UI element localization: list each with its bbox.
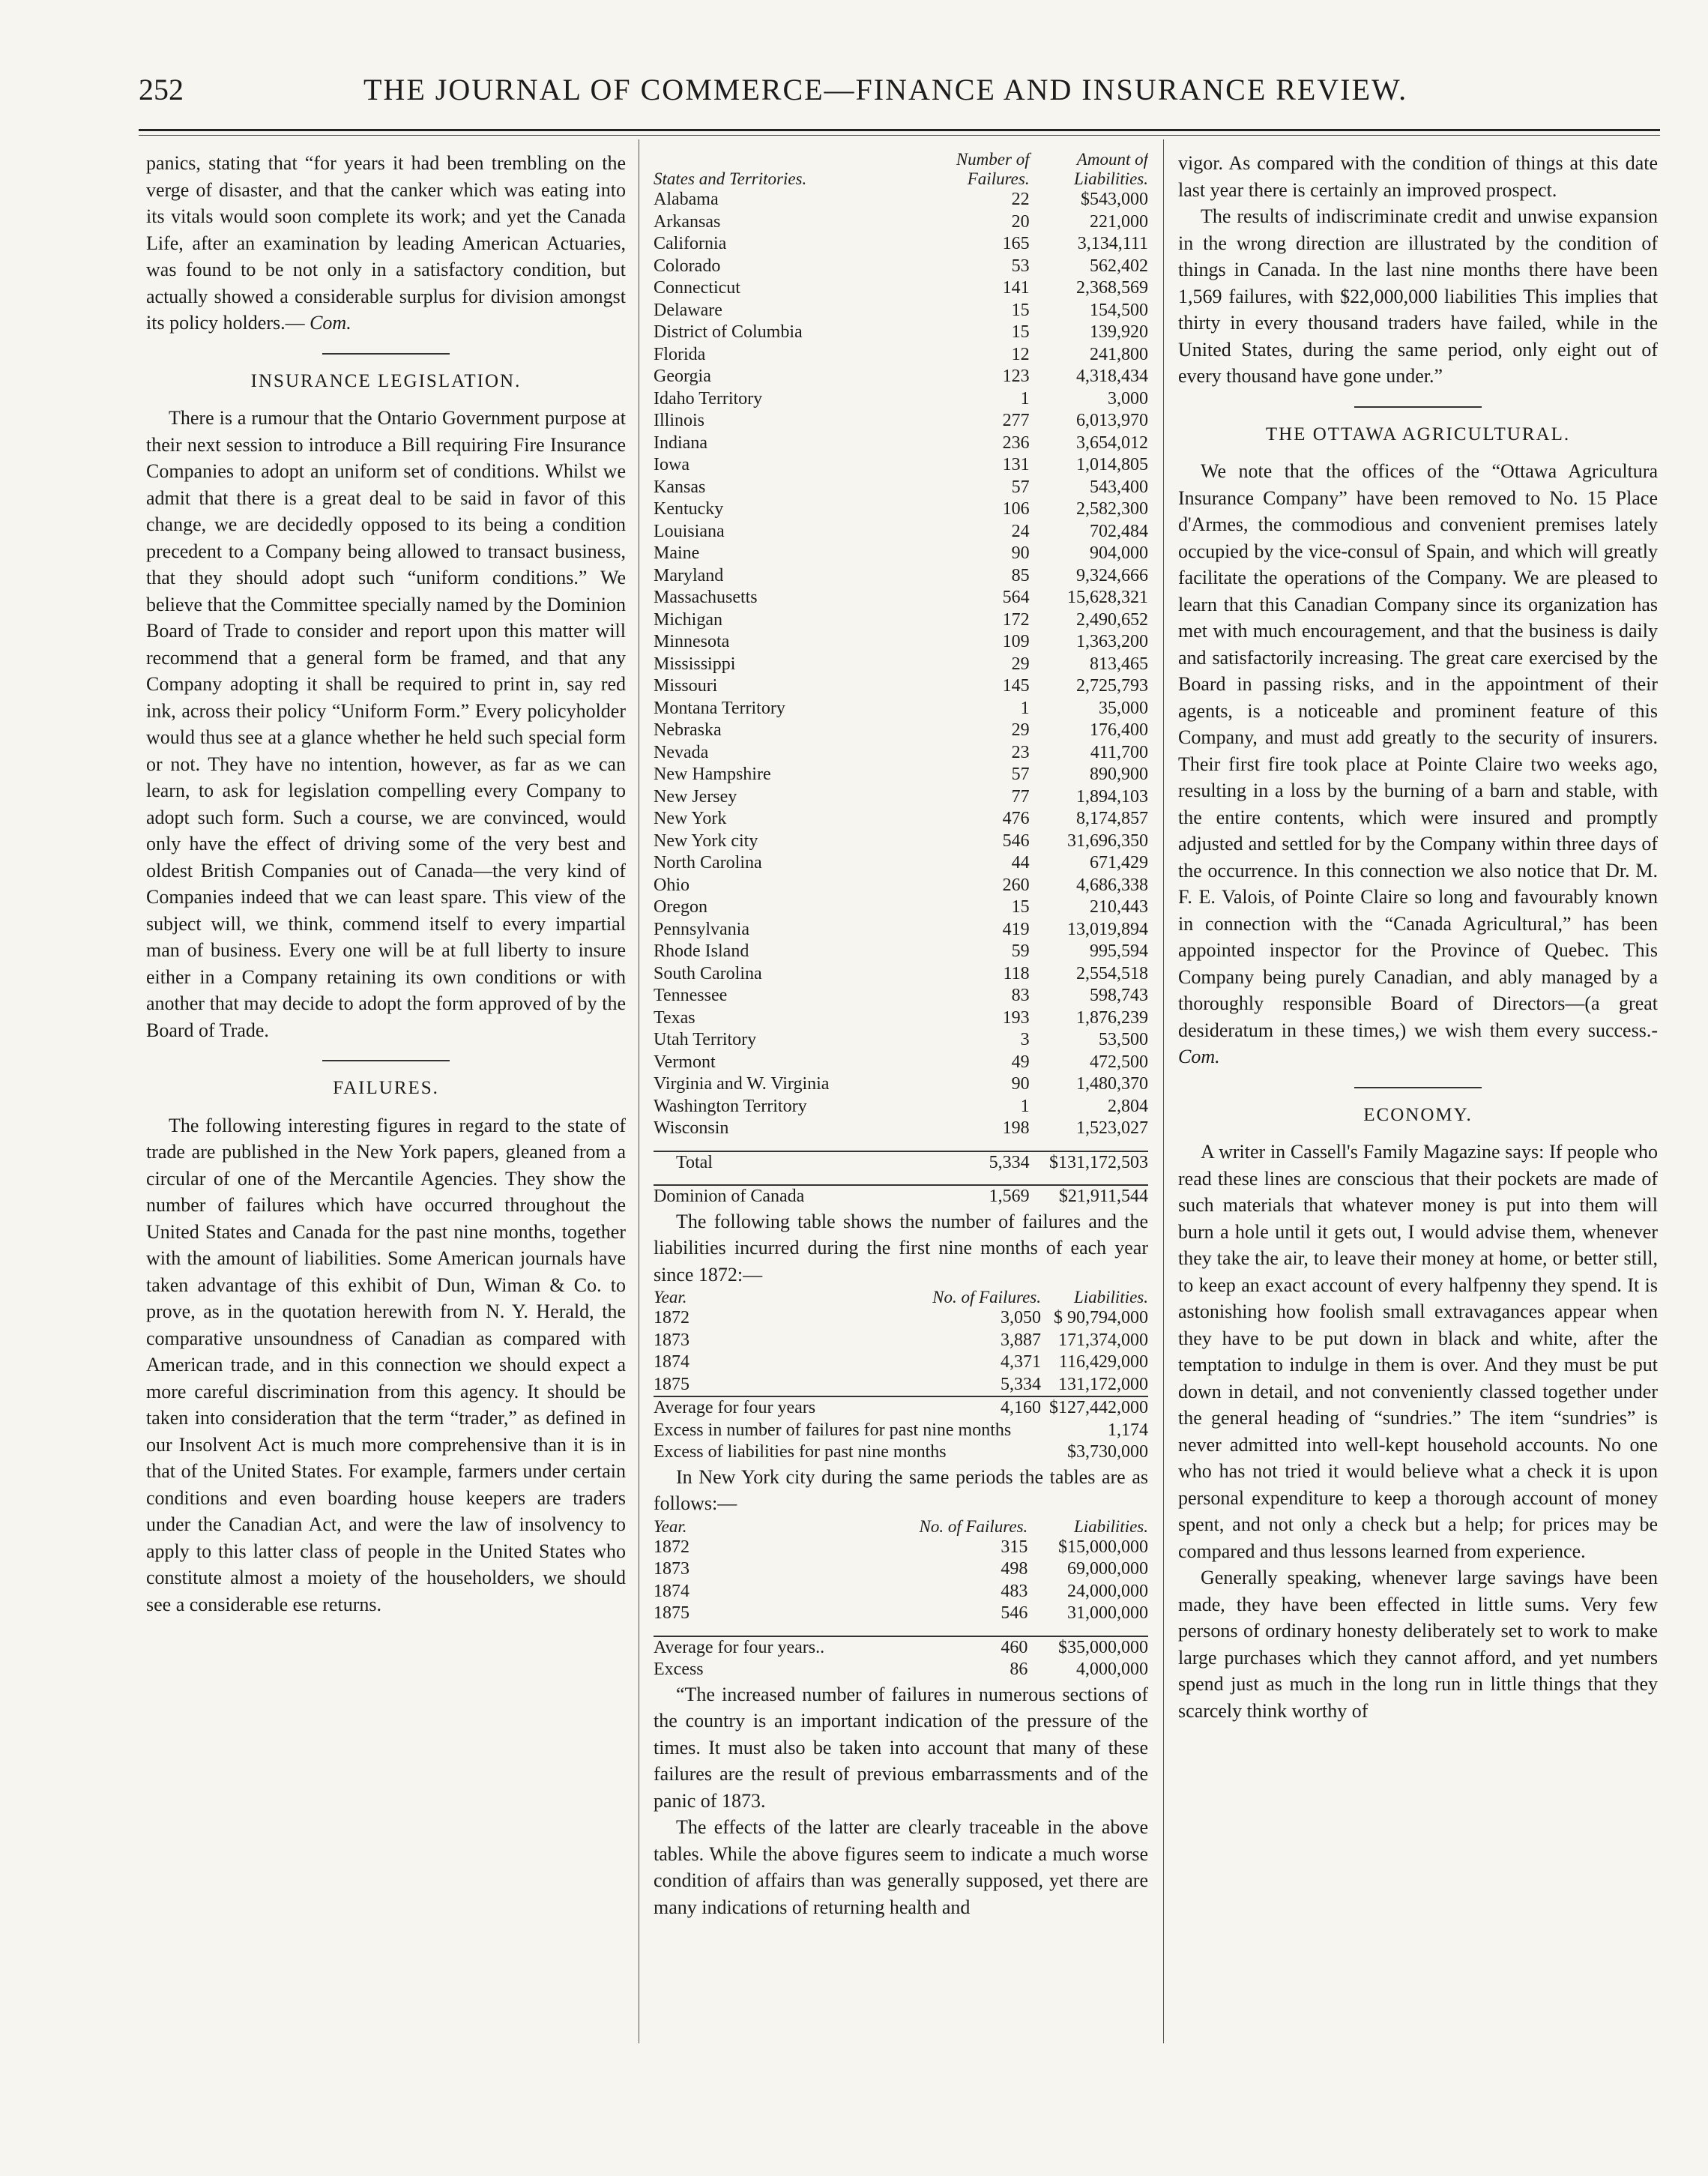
row-value: 498 xyxy=(1001,1559,1028,1579)
row-value: 176,400 xyxy=(1090,720,1148,740)
table-row xyxy=(654,875,1148,897)
row-label: North Carolina xyxy=(654,853,762,872)
table-row xyxy=(654,764,1148,786)
row-value: 44 xyxy=(1011,853,1030,872)
row-label: 1873 xyxy=(654,1559,689,1579)
row-value: 2,368,569 xyxy=(1076,278,1148,298)
row-value: 2,490,652 xyxy=(1076,609,1148,630)
article-text: vigor. As compared with the condition of things at this date last year there is certainly an improved prospect. xyxy=(1178,152,1658,201)
row-value: 141 xyxy=(1002,278,1030,298)
table-row xyxy=(654,919,1148,941)
row-value: 260 xyxy=(1002,875,1030,895)
row-label: 1874 xyxy=(654,1581,689,1601)
row-value: $543,000 xyxy=(1081,190,1148,209)
row-value: 419 xyxy=(1002,919,1030,939)
table-row xyxy=(654,1052,1148,1074)
row-value: 8,174,857 xyxy=(1076,809,1148,828)
row-value: 3,000 xyxy=(1108,388,1148,409)
row-value: 598,743 xyxy=(1090,986,1148,1005)
section-rule xyxy=(1354,1087,1482,1088)
article-text: Generally speaking, whenever large savings have been made, they have been effected in little sums. Very few persons of ordinary honesty deliberately set to work to make large purchases which they cannot afford, and yet numbers spend just as much in the long run in little things that they scarcely think worthy of xyxy=(1178,1567,1658,1722)
table-row xyxy=(654,985,1148,1007)
table-row xyxy=(654,1351,1148,1374)
table-row xyxy=(654,1581,1148,1603)
row-label: 1875 xyxy=(654,1603,689,1623)
row-value: 53,500 xyxy=(1099,1030,1148,1049)
row-label: Washington Territory xyxy=(654,1096,807,1116)
row-value: 6,013,970 xyxy=(1076,411,1148,430)
row-value: 3 xyxy=(1020,1030,1030,1049)
nyc-average-row: Average for four years.. 460 $35,000,000 xyxy=(654,1636,1148,1660)
row-value: 3,654,012 xyxy=(1076,433,1148,453)
row-value: 9,324,666 xyxy=(1076,565,1148,585)
nyc-failures-table xyxy=(654,1517,1148,1681)
table-row xyxy=(654,300,1148,322)
nyc-excess-row: Excess 86 4,000,000 xyxy=(654,1660,1148,1679)
header-rule-thin xyxy=(139,135,1660,136)
row-value: 22 xyxy=(1011,190,1030,209)
row-label: Virginia and W. Virginia xyxy=(654,1074,830,1094)
excess-liabilities-row: Excess of liabilities for past nine months $3,730,000 xyxy=(654,1442,1148,1462)
row-label: 1872 xyxy=(654,1537,689,1557)
table-row xyxy=(654,477,1148,499)
table-row xyxy=(654,1118,1148,1140)
table-row xyxy=(654,786,1148,809)
table-row xyxy=(654,852,1148,875)
row-value: 23 xyxy=(1011,742,1030,762)
table-row xyxy=(654,1558,1148,1581)
row-value: 90 xyxy=(1011,543,1030,563)
article-text: A writer in Cassell's Family Magazine says: If people who read these lines are conscious that their pockets are made of such materials that whatever money is put into them will burn a hole until it gets out, I would advise them, whenever they take the air, to leave their money at home, or better still, to keep an exact account of every halfpenny they spend. It is astonishing how foolish small extravagances appear when they have to be put down in black and white, after the temptation to indulge in them is over. And they must be put down in detail, and not conveniently classed together under the general heading of “sundries.” The item “sundries” is never admitted into well-kept household accounts. No one who has not tried it would believe what a check it is upon personal expenditure to keep a thorough account of money spent, and not only a check but a help; for prices may be compared and thus lessons learned from experience. xyxy=(1178,1141,1658,1562)
table-row xyxy=(654,454,1148,477)
row-label: New York city xyxy=(654,831,758,851)
row-value: 995,594 xyxy=(1090,941,1148,961)
row-label: District of Columbia xyxy=(654,322,803,342)
table-row xyxy=(654,941,1148,963)
row-value: 3,134,111 xyxy=(1077,234,1148,253)
row-label: Tennessee xyxy=(654,986,728,1005)
row-value: 29 xyxy=(1011,720,1030,740)
row-label: Nevada xyxy=(654,742,709,762)
row-label: Missouri xyxy=(654,676,718,696)
row-label: Massachusetts xyxy=(654,588,758,607)
col-header-failures: No. of Failures. xyxy=(932,1288,1041,1306)
table-row xyxy=(654,654,1148,676)
row-label: Illinois xyxy=(654,411,705,430)
row-label: Colorado xyxy=(654,256,721,276)
row-value: 118 xyxy=(1003,963,1030,983)
article-text: There is a rumour that the Ontario Government purpose at their next session to introduce a Bill requiring Fire Insurance Companies to adopt an uniform set of conditions. Whilst we admit that there is a great deal to be said in favor of this change, we are decidedly opposed to its being a condition precedent to a Company being allowed to transact business, that they should adopt such “uniform conditions.” We believe that the Committee specially named by the Dominion Board of Trade to consider and report upon this matter will recommend that a general form be framed, and that any Company adopting it shall be required to print in, say red ink, across their policy “Uniform Form.” Every policyholder would thus see at a glance whether he held such special form or not. They have no intention, however, as far as we can learn, to ask for legislation compelling every Company to adopt such form. Such a course, we are convinced, would only have the effect of driving some of the very best and oldest British Companies out of Canada—the very kind of Companies indeed that we can least spare. This view of the subject will, we think, commend itself to every impartial man of business. Every one will be at full liberty to insure either in a Company retaining its own conditions or with another that may decide to adopt the form approved of by the Board of Trade. xyxy=(146,407,626,1041)
row-value: $15,000,000 xyxy=(1058,1537,1148,1557)
row-value: 53 xyxy=(1011,256,1030,276)
row-value: 24,000,000 xyxy=(1067,1581,1148,1601)
excess-failures-row: Excess in number of failures for past nine months 1,174 xyxy=(654,1420,1148,1440)
table-row xyxy=(654,1073,1148,1096)
row-value: 277 xyxy=(1002,411,1030,430)
table-row xyxy=(654,344,1148,367)
row-label: Oregon xyxy=(654,897,707,917)
row-label: Rhode Island xyxy=(654,941,749,961)
row-value: 29 xyxy=(1011,654,1030,674)
row-label: Mississippi xyxy=(654,654,736,674)
table-row xyxy=(654,1603,1148,1625)
section-heading: FAILURES. xyxy=(333,1078,439,1098)
section-heading: ECONOMY. xyxy=(1363,1104,1473,1125)
table-row xyxy=(654,808,1148,831)
row-value: 813,465 xyxy=(1090,654,1148,674)
row-value: 139,920 xyxy=(1090,322,1148,342)
row-value: 85 xyxy=(1011,565,1030,585)
table-row xyxy=(654,410,1148,433)
row-value: 411,700 xyxy=(1090,742,1148,762)
row-value: 35,000 xyxy=(1099,698,1148,718)
table-row xyxy=(654,1374,1148,1397)
row-value: 476 xyxy=(1002,809,1030,828)
row-value: 4,318,434 xyxy=(1076,367,1148,386)
row-value: $ 90,794,000 xyxy=(1054,1308,1148,1327)
row-value: 1 xyxy=(1020,698,1030,718)
row-label: Wisconsin xyxy=(654,1118,729,1138)
row-label: New Hampshire xyxy=(654,765,771,784)
row-value: 198 xyxy=(1002,1118,1030,1138)
row-label: Louisiana xyxy=(654,521,725,541)
left-column xyxy=(146,150,626,2039)
row-label: Texas xyxy=(654,1007,695,1028)
table-row xyxy=(654,631,1148,654)
table-row xyxy=(654,675,1148,698)
table-row xyxy=(654,322,1148,344)
column-rule xyxy=(1163,139,1164,2043)
table-row xyxy=(654,189,1148,211)
row-value: 3,050 xyxy=(1000,1308,1041,1327)
row-value: 165 xyxy=(1002,234,1030,253)
row-label: 1873 xyxy=(654,1330,689,1350)
row-value: 4,686,338 xyxy=(1076,875,1148,895)
row-value: 2,804 xyxy=(1108,1096,1148,1116)
row-value: 69,000,000 xyxy=(1067,1559,1148,1579)
article-text: The following table shows the number of failures and the liabilities incurred during the first nine months of each year since 1872:— xyxy=(654,1210,1148,1286)
row-value: 2,554,518 xyxy=(1076,963,1148,983)
row-label: Georgia xyxy=(654,367,711,386)
table-row xyxy=(654,433,1148,455)
row-value: 890,900 xyxy=(1090,765,1148,784)
row-label: Connecticut xyxy=(654,278,740,298)
row-value: 702,484 xyxy=(1090,521,1148,541)
table-row xyxy=(654,1096,1148,1118)
article-text: We note that the offices of the “Ottawa Agricultura Insurance Company” have been removed to No. 15 Place d'Armes, the commodious and convenient premises lately occupied by the vice-consul of Spain, and which will greatly facilitate the operations of the Company. We are pleased to learn that this Canadian Company since its organization has met with much encouragement, and that the business is daily and satisfactorily increasing. The great care exercised by the Board in passing risks, and in the appointment of their agents, is a noticeable and prominent feature of this Company, and must add greatly to the security of insurers. Their first fire took place at Pointe Claire two weeks ago, resulting in a loss by the burning of a barn and stable, with the entire contents, which were insured and promptly adjusted and settled for by the Company within three days of the occurrence. In this connection we also notice that Dr. M. F. E. Valois, of Pointe Claire so long and favourably known in connection with the “Canada Agricultural,” has been appointed inspector for the Province of Quebec. This Company being purely Canadian, and ably managed by a thoroughly responsible Board of Directors—(a great desideratum in these times,) we wish them every success.-Com. xyxy=(1178,460,1658,1067)
row-label: Montana Territory xyxy=(654,698,785,718)
table-row xyxy=(654,256,1148,278)
row-value: 4,371 xyxy=(1000,1352,1041,1372)
row-value: 171,374,000 xyxy=(1058,1330,1148,1350)
col-header-year: Year. xyxy=(654,1288,687,1306)
row-value: 1,363,200 xyxy=(1076,632,1148,651)
section-heading: THE OTTAWA AGRICULTURAL. xyxy=(1265,424,1571,444)
row-value: 193 xyxy=(1002,1007,1030,1028)
table-row xyxy=(654,366,1148,388)
table-row xyxy=(654,831,1148,853)
row-value: 1,480,370 xyxy=(1076,1074,1148,1094)
row-value: 13,019,894 xyxy=(1067,919,1148,939)
row-label: Delaware xyxy=(654,300,722,320)
row-label: 1872 xyxy=(654,1308,689,1327)
row-label: Kentucky xyxy=(654,499,724,519)
section-rule xyxy=(322,353,450,355)
row-label: Idaho Territory xyxy=(654,388,763,409)
table-row xyxy=(654,565,1148,588)
row-value: 1,014,805 xyxy=(1076,455,1148,474)
section-rule xyxy=(1354,406,1482,408)
table-row xyxy=(654,498,1148,521)
section-heading: INSURANCE LEGISLATION. xyxy=(250,370,522,391)
yearly-failures-table xyxy=(654,1288,1148,1464)
row-value: 123 xyxy=(1002,367,1030,386)
row-value: 57 xyxy=(1011,765,1030,784)
article-text: “The increased number of failures in numerous sections of the country is an important indication of the pressure of the times. It must also be taken into account that many of these failures are the result of previous embarrassments and of the panic of 1873. xyxy=(654,1683,1148,1812)
row-value: 106 xyxy=(1002,499,1030,519)
table-row xyxy=(654,1330,1148,1352)
row-value: 109 xyxy=(1002,632,1030,651)
table-row xyxy=(654,1537,1148,1559)
row-value: 5,334 xyxy=(1000,1374,1041,1394)
article-text: The effects of the latter are clearly traceable in the above tables. While the above figures seem to indicate a much worse condition of affairs than was generally supposed, yet there are many indications of returning health and xyxy=(654,1816,1148,1918)
row-label: Maine xyxy=(654,543,700,563)
row-label: Utah Territory xyxy=(654,1030,757,1049)
col-header-state: States and Territories. xyxy=(654,169,807,188)
row-value: 241,800 xyxy=(1090,344,1148,364)
average-row: Average for four years 4,160 $127,442,000 xyxy=(654,1396,1148,1420)
section-rule xyxy=(322,1060,450,1061)
row-value: 2,725,793 xyxy=(1076,676,1148,696)
row-label: Vermont xyxy=(654,1052,716,1072)
col-header-failures: Number of Failures. xyxy=(956,150,1030,188)
row-label: Ohio xyxy=(654,875,689,895)
row-value: 31,000,000 xyxy=(1067,1603,1148,1623)
table-row xyxy=(654,521,1148,543)
col-header-liabilities: Liabilities. xyxy=(1073,1516,1148,1536)
row-label: Iowa xyxy=(654,455,689,474)
row-label: Nebraska xyxy=(654,720,722,740)
row-value: 1,876,239 xyxy=(1076,1007,1148,1028)
row-value: 15 xyxy=(1011,322,1030,342)
total-row: Total 5,334 $131,172,503 xyxy=(654,1151,1148,1175)
row-value: 90 xyxy=(1011,1074,1030,1094)
row-value: 131 xyxy=(1002,455,1030,474)
table-row xyxy=(654,1307,1148,1330)
row-value: 59 xyxy=(1011,941,1030,961)
row-label: Kansas xyxy=(654,477,706,497)
row-label: Michigan xyxy=(654,609,722,630)
row-label: Maryland xyxy=(654,565,724,585)
article-text: panics, stating that “for years it had been trembling on the verge of disaster, and that the canker which was eating into its vitals would soon complete its work; and yet the Canada Life, after an examination by leading American Actuaries, was found to be not only in a satisfactory condition, but actually showed a considerable surplus for division amongst its policy holders.— Com. xyxy=(146,152,626,334)
row-value: 15 xyxy=(1011,897,1030,917)
page-header xyxy=(139,72,1660,120)
row-value: 57 xyxy=(1011,477,1030,497)
table-row xyxy=(654,587,1148,609)
row-value: 1,523,027 xyxy=(1076,1118,1148,1138)
row-value: 24 xyxy=(1011,521,1030,541)
table-row xyxy=(654,742,1148,765)
row-value: 315 xyxy=(1001,1537,1028,1557)
dominion-row: Dominion of Canada 1,569 $21,911,544 xyxy=(654,1185,1148,1208)
row-value: 546 xyxy=(1001,1603,1028,1623)
col-header-year: Year. xyxy=(654,1516,687,1536)
row-value: 564 xyxy=(1002,588,1030,607)
row-value: 12 xyxy=(1011,344,1030,364)
table-row xyxy=(654,1007,1148,1030)
page-number: 252 xyxy=(139,73,184,106)
row-label: Florida xyxy=(654,344,706,364)
row-value: 1 xyxy=(1020,1096,1030,1116)
table-header xyxy=(654,150,1148,189)
table-row xyxy=(654,211,1148,234)
table-row xyxy=(654,1029,1148,1052)
col-header-failures: No. of Failures. xyxy=(919,1516,1028,1536)
table-row xyxy=(654,720,1148,742)
row-value: 483 xyxy=(1001,1581,1028,1601)
row-label: New Jersey xyxy=(654,786,737,807)
article-text: The results of indiscriminate credit and unwise expansion in the wrong direction are illustrated by the condition of things in Canada. In the last nine months there have been 1,569 failures, with $22,000,000 liabilities This implies that thirty in every thousand traders have failed, while in the United States, during the same period, only eight out of every thousand have gone under.” xyxy=(1178,205,1658,387)
row-value: 3,887 xyxy=(1000,1330,1041,1350)
row-value: 15,628,321 xyxy=(1067,588,1148,607)
row-value: 671,429 xyxy=(1090,853,1148,872)
row-value: 236 xyxy=(1002,433,1030,453)
row-value: 472,500 xyxy=(1090,1052,1148,1072)
article-text: In New York city during the same periods the tables are as follows:— xyxy=(654,1465,1148,1514)
row-value: 2,582,300 xyxy=(1076,499,1148,519)
row-label: Alabama xyxy=(654,190,719,209)
row-value: 210,443 xyxy=(1090,897,1148,917)
header-rule xyxy=(139,129,1660,131)
row-value: 145 xyxy=(1002,676,1030,696)
row-value: 172 xyxy=(1002,609,1030,630)
row-label: Arkansas xyxy=(654,211,721,232)
row-label: South Carolina xyxy=(654,963,762,983)
right-column xyxy=(1178,150,1658,2039)
row-label: 1875 xyxy=(654,1374,689,1394)
row-value: 20 xyxy=(1011,211,1030,232)
row-label: Pennsylvania xyxy=(654,919,749,939)
row-label: New York xyxy=(654,809,727,828)
table-row xyxy=(654,698,1148,720)
row-value: 904,000 xyxy=(1090,543,1148,563)
row-value: 562,402 xyxy=(1090,256,1148,276)
table-row xyxy=(654,963,1148,986)
row-value: 83 xyxy=(1011,986,1030,1005)
row-value: 77 xyxy=(1011,786,1030,807)
row-value: 49 xyxy=(1011,1052,1030,1072)
row-value: 1,894,103 xyxy=(1076,786,1148,807)
row-value: 15 xyxy=(1011,300,1030,320)
row-value: 543,400 xyxy=(1090,477,1148,497)
row-label: Minnesota xyxy=(654,632,730,651)
middle-column xyxy=(654,150,1148,2039)
table-row xyxy=(654,388,1148,411)
row-value: 131,172,000 xyxy=(1058,1374,1148,1394)
row-value: 116,429,000 xyxy=(1058,1352,1148,1372)
col-header-liabilities: Liabilities. xyxy=(1073,1288,1148,1306)
article-text: The following interesting figures in regard to the state of trade are published in the New York papers, gleaned from a circular of one of the Mercantile Agencies. They show the number of failures which have occurred throughout the United States and Canada for the past nine months, together with the amount of liabilities. Some American journals have taken advantage of this exhibit of Dun, Wiman & Co. to prove, as in the quotation herewith from N. Y. Herald, the comparative unsoundness of Canadian as compared with American trade, and in this connection we should expect a more careful discrimination from this agency. It should be taken into consideration that the term “trader,” as defined in our Insolvent Act is much more comprehensive than it is in that of the United States. For example, farmers under certain conditions and even boarding house keepers are traders under the Canadian Act, and were the law of insolvency to apply to this latter class of people in the United States who constitute almost a moiety of the householders, we should see a considerable ese returns. xyxy=(146,1114,626,1615)
table-row xyxy=(654,233,1148,256)
table-row xyxy=(654,277,1148,300)
row-value: 1 xyxy=(1020,388,1030,409)
col-header-liabilities: Amount of Liabilities. xyxy=(1073,150,1148,188)
row-label: California xyxy=(654,234,727,253)
row-value: 154,500 xyxy=(1090,300,1148,320)
row-label: 1874 xyxy=(654,1352,689,1372)
row-value: 221,000 xyxy=(1090,211,1148,232)
table-row xyxy=(654,896,1148,919)
table-row xyxy=(654,609,1148,632)
running-title: THE JOURNAL OF COMMERCE—FINANCE AND INSURANCE REVIEW. xyxy=(363,73,1408,106)
table-row xyxy=(654,543,1148,565)
row-label: Indiana xyxy=(654,433,707,453)
states-failures-table xyxy=(654,150,1148,1208)
row-value: 31,696,350 xyxy=(1067,831,1148,851)
row-value: 546 xyxy=(1002,831,1030,851)
